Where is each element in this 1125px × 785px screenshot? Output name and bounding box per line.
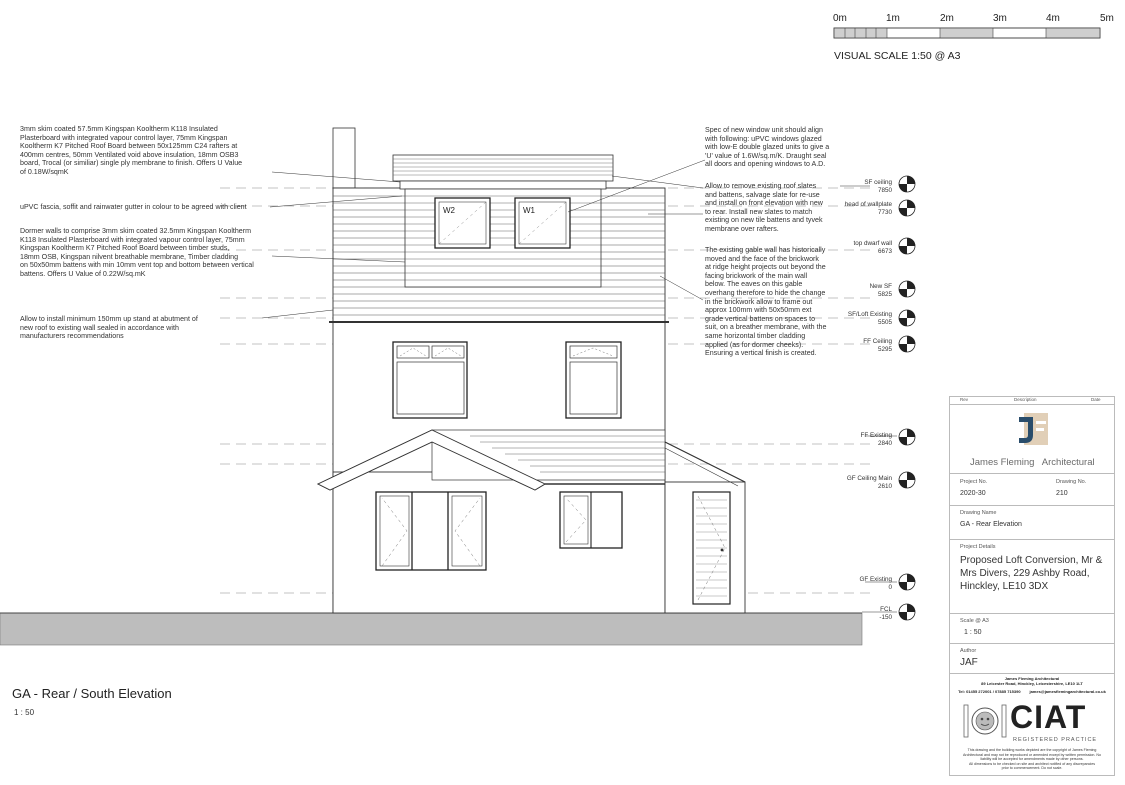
ciat-logo: CIAT (1010, 699, 1087, 735)
level-top-dwarf-wall: top dwarf wall 6673 (853, 240, 892, 255)
level-fcl: FCL -150 (879, 606, 892, 621)
description-header: Description (1014, 397, 1037, 402)
note-window-spec: Spec of new window unit should align with following: uPVC windows glazed with low-E double glazed units to give a 'U' value of 1.6W/sq.m/K. Draught seal all doors and opening windows to A.D. (705, 126, 830, 169)
scale-caption: VISUAL SCALE 1:50 @ A3 (834, 50, 961, 62)
ground (0, 613, 862, 645)
drawing-title: GA - Rear / South Elevation (12, 686, 172, 701)
date-header: Date (1091, 397, 1101, 402)
scale-value: 1 : 50 (964, 629, 982, 636)
copyright-notice: This drawing and the building works depicted are the copyright of James Fleming Architectural and may not be reproduced or amended except by written permission. No liability will be accepted for amendments made by other persons. All dimensions to be checked on site and architect notified of any discrepancies prior to commencement. Do not scale. (962, 748, 1102, 771)
note-upstand: Allow to install minimum 150mm up stand at abutment of new roof to existing wall sealed in accordance with manufacturers recommendations (20, 315, 198, 341)
author-label: Author (960, 648, 977, 654)
level-gf-ceiling-main: GF Ceiling Main 2610 (846, 475, 892, 490)
level-head-of-wallplate: head of wallplate 7730 (844, 201, 892, 216)
window-tag-w1: W1 (523, 206, 535, 215)
scale-tick-5: 5m (1100, 13, 1114, 24)
scale-tick-3: 3m (993, 13, 1007, 24)
drawing-no-label: Drawing No. (1056, 479, 1087, 485)
ff-window-left (393, 342, 467, 418)
gf-patio-window (376, 492, 486, 570)
scale-bar-graphic (834, 28, 1100, 38)
note-dormer-walls: Dormer walls to comprise 3mm skim coated 32.5mm Kingspan Kooltherm K118 Insulated Plasterboard with integrated vapour control layer, 75mm Kingspan Kooltherm K7 Pitched Roof Board between timber studs, 18mm OSB, Kingspan nilvent breathable membrane, Timber cladding on 50x50mm battens with min 10mm vent top and bottom between vertical battens. Offers U Value of 0.22W/sq.mK (20, 227, 254, 278)
level-sf-loft-existing: SF/Loft Existing 5505 (847, 311, 892, 326)
title-block (949, 396, 1115, 776)
level-new-sf: New SF 5825 (869, 283, 892, 298)
address-name: James Fleming Architectural (1004, 676, 1060, 681)
rear-door (693, 492, 730, 604)
note-roof-spec: 3mm skim coated 57.5mm Kingspan Kooltherm K118 Insulated Plasterboard with integrated vapour control layer, 75mm Kingspan Kooltherm K7 Pitched Roof Board between 50x125mm C24 rafters at 400mm centres, 50mm Ventilated void above insulation, 18mm OSB3 board, Trocal (or similiar) single ply membrane to finish. Offers U Value of 0.18W/sqmK (20, 125, 243, 176)
practice-name: James Fleming Architectural (970, 457, 1095, 468)
rev-header: Rev (960, 397, 969, 402)
project-details: Proposed Loft Conversion, Mr & Mrs Divers, 229 Ashby Road, Hinckley, LE10 3DX (960, 555, 1103, 592)
address: 89 Leicester Road, Hinckley, Leicestershire, LE10 1LT (981, 681, 1083, 686)
project-no: 2020-30 (960, 490, 986, 497)
author: JAF (960, 657, 978, 668)
note-gable-wall: The existing gable wall has historically moved and the face of the brickwork at ridge height projects out beyond the facing brickwork of the main wall below. The eaves on this gable overhang therefore to hide the change in the brickwork allow to frame out approx 100mm with 50x50mm ext grade vertical battens on spaces to suit, on a breather membrane, with the same horizontal timber cladding applied (as for dormer cheeks). Ensuring a vertical finish is created. (705, 246, 827, 358)
level-markers (899, 176, 915, 620)
gf-window-right (560, 492, 622, 548)
fascia (400, 181, 606, 189)
ff-window-right (566, 342, 621, 418)
drawing-name-label: Drawing Name (960, 510, 997, 516)
scale-tick-4: 4m (1046, 13, 1060, 24)
note-fascia: uPVC fascia, soffit and rainwater gutter in colour to be agreed with client (20, 203, 247, 211)
window-tag-w2: W2 (443, 206, 455, 215)
drawing-no: 210 (1056, 490, 1068, 497)
project-details-label: Project Details (960, 544, 996, 550)
scale-tick-1: 1m (886, 13, 900, 24)
scale-label: Scale @ A3 (960, 618, 989, 624)
project-no-label: Project No. (960, 479, 988, 485)
drawing-name: GA - Rear Elevation (960, 521, 1022, 528)
note-roof-slates: Allow to remove existing roof slates and battens, salvage slate for re-use and install on front elevation with new to rear. Install new slates to match existing on new tile battens and tyvek membrane over rafters. (705, 182, 823, 233)
level-gf-existing: GF Existing 0 (859, 576, 892, 591)
scale-tick-2: 2m (940, 13, 954, 24)
scale-tick-0: 0m (833, 13, 847, 24)
drawing-scale: 1 : 50 (14, 708, 35, 717)
ciat-subtitle: REGISTERED PRACTICE (1013, 737, 1098, 743)
level-ff-existing: FF Existing 2840 (860, 432, 892, 447)
chimney (333, 128, 355, 188)
practice-logo (1014, 411, 1050, 449)
level-ff-ceiling: FF Ceiling 5295 (863, 338, 892, 353)
ciat-seal (962, 701, 1008, 741)
level-sf-ceiling: SF ceiling 7850 (864, 179, 892, 194)
contact: Tel: 01455 272001 / 07885 715390 james@jamesflemingarchitectural.co.uk (958, 689, 1106, 694)
